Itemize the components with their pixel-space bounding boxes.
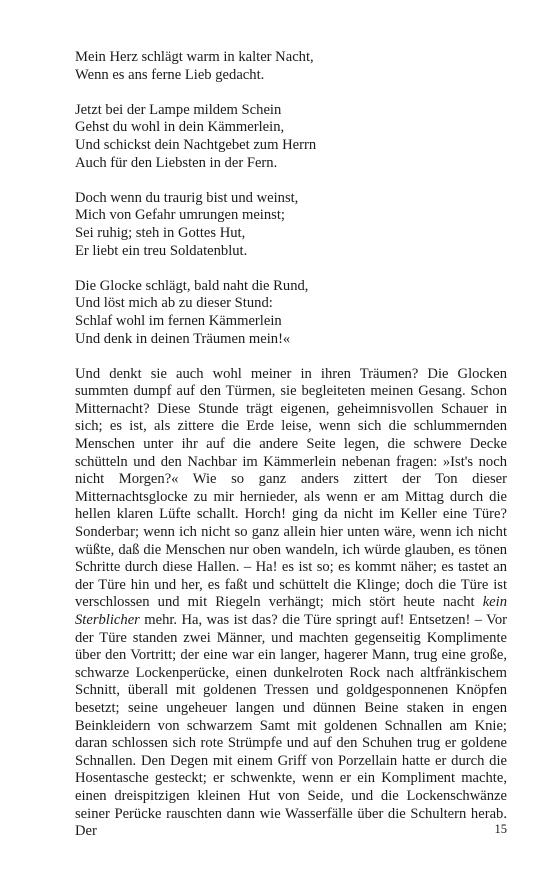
verse-line: Wenn es ans ferne Lieb gedacht. (75, 66, 265, 83)
verse-line: Auch für den Liebsten in der Fern. (75, 154, 278, 171)
verse-line: Er liebt ein treu Soldatenblut. (75, 242, 248, 259)
verse-line: Jetzt bei der Lampe mildem Schein (75, 101, 282, 118)
page-text (75, 49, 507, 841)
prose-paragraph (75, 366, 507, 841)
verse-line: Und löst mich ab zu dieser Stund: (75, 295, 273, 312)
emphasized-text: kein Sterblicher (75, 594, 507, 628)
verse-line: Schlaf wohl im fernen Kämmerlein (75, 312, 282, 329)
verse-line: Sei ruhig; steh in Gottes Hut, (75, 224, 246, 241)
poem-stanza (75, 278, 507, 348)
prose-text: Und denkt sie auch wohl meiner in ihren Träumen? Die Glocken summten dumpf auf den Türmen, sie begleiteten meinen Gesang. Schon Mitternacht? Diese Stunde trägt eigenen, geheimnisvollen Schauer in sich; es ist, als zittere die Erde leise, wenn sich die schlummernden Menschen unter ihr auf die andere Seite legen, die schwere Decke schütteln und den Nachbar im Kämmerlein nebenan fragen: »Ist's noch nicht Morgen?« Wie so ganz anders zittert der Ton dieser Mitternachtsglocke zu mir hernieder, als wenn er am Mittag durch die hellen klaren Lüfte schallt. Horch! ging da nicht im Keller eine Türe? Sonderbar; wenn ich nicht so ganz allein hier unten wäre, wenn ich nicht wüßte, daß die Menschen nur oben wandeln, ich würde glauben, es tönen Schritte durch diese Hallen. – Ha! es ist so; es kommt näher; es tastet an der Türe hin und her, es faßt und schüttelt die Klinge; doch die Türe ist verschlossen und mit Riegeln verhängt; mich stört heute nacht (75, 365, 507, 611)
verse-line: Doch wenn du traurig bist und weinst, (75, 189, 299, 206)
page-number: 15 (494, 822, 507, 836)
poem-stanza (75, 190, 507, 260)
verse-line: Die Glocke schlägt, bald naht die Rund, (75, 277, 309, 294)
verse-line: Mein Herz schlägt warm in kalter Nacht, (75, 49, 314, 65)
poem-stanza (75, 49, 507, 84)
verse-line: Gehst du wohl in dein Kämmerlein, (75, 119, 285, 136)
prose-text: mehr. Ha, was ist das? die Türe springt auf! Entsetzen! – Vor der Türe standen zwei Männer, und machten gegenseitig Komplimente über den Vortritt; der eine war ein langer, hagerer Mann, trug eine große, schwarze Lockenperücke, einen dunkelroten Rock nach altfränkischem Schnitt, überall mit goldenen Tressen und goldgesponnenen Knöpfen besetzt; seine ungeheuer langen und dünnen Beine staken in engen Beinkleidern von schwarzem Samt mit goldenen Schnallen am Knie; daran schlossen sich rote Strümpfe und auf den Schuhen trug er goldene Schnallen. Den Degen mit einem Griff von Porzellain hatte er durch die Hosentasche gesteckt; er schwenkte, wenn er ein Kompliment machte, einen dreispitzigen kleinen Hut von Seide, und die Lockenschwänze seiner Perücke rauschten dann wie Wasserfälle über die Schultern herab. Der (75, 612, 507, 840)
verse-line: Und denk in deinen Träumen mein!« (75, 330, 291, 347)
poem-stanza (75, 102, 507, 172)
verse-line: Und schickst dein Nachtgebet zum Herrn (75, 136, 317, 153)
verse-line: Mich von Gefahr umrungen meinst; (75, 207, 285, 224)
